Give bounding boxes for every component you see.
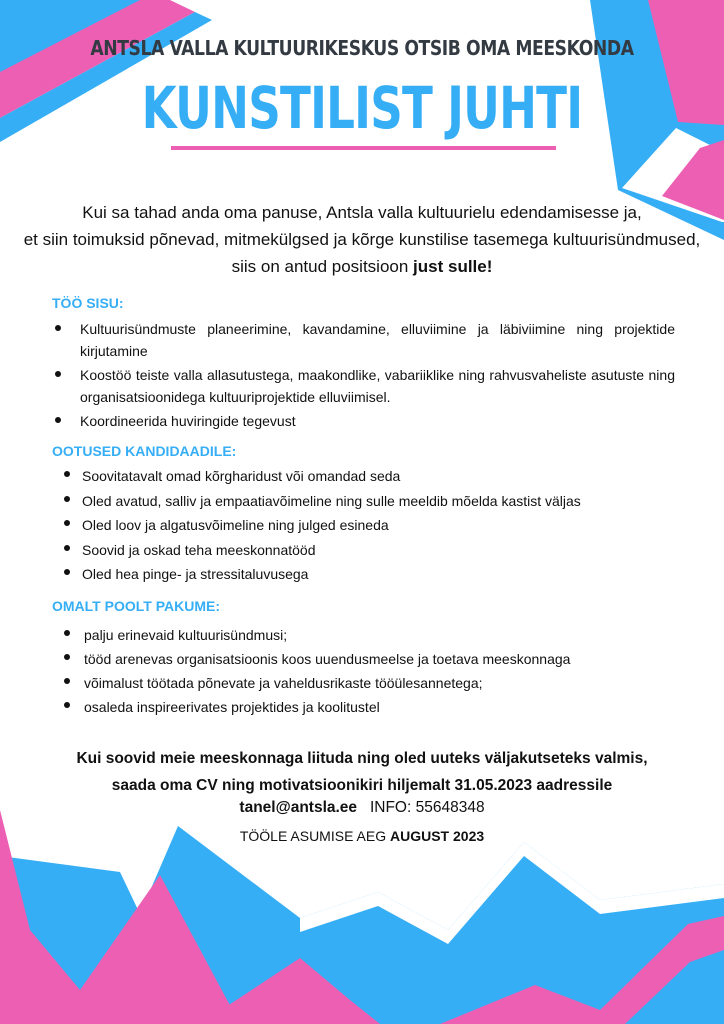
bullet-icon (64, 569, 70, 575)
bullet-icon (55, 325, 61, 331)
list-item (55, 318, 675, 362)
intro-line-start: siis on antud positsioon (231, 257, 414, 276)
list-item-text: Oled loov ja algatusvõimeline ning julged esineda (82, 517, 389, 533)
title-underline (171, 146, 556, 150)
start-date (0, 828, 724, 844)
bullet-icon (55, 417, 61, 423)
list-item-text: Oled hea pinge- ja stressitaluvusega (82, 566, 309, 582)
offer-list (64, 623, 664, 719)
list-item (64, 562, 664, 587)
list-item-text: võimalust töötada põnevate ja vaheldusrikaste tööülesannetega; (84, 675, 483, 691)
list-item-text: osaleda inspireerivates projektides ja koolitustel (84, 699, 380, 715)
info-phone: INFO: 55648348 (369, 799, 485, 816)
closing-line: Kui soovid meie meeskonnaga liituda ning oled uuteks väljakutseteks valmis, (76, 750, 648, 767)
page-subtitle: ANTSLA VALLA KULTUURIKESKUS OTSIB OMA MEESKONDA (90, 36, 634, 60)
bullet-icon (64, 545, 70, 551)
bullet-icon (64, 654, 70, 660)
bullet-icon (64, 496, 70, 502)
expectations-list (64, 464, 664, 587)
list-item (55, 410, 675, 432)
section-heading-offer: OMALT POOLT PAKUME: (52, 598, 220, 614)
start-date-value: AUGUST 2023 (390, 828, 485, 844)
email-link[interactable]: tanel@antsla.ee (239, 799, 358, 816)
job-content-list (55, 318, 675, 432)
list-item-text: Oled avatud, salliv ja empaatiavõimeline ning sulle meeldib mõelda kastist väljas (82, 492, 581, 509)
list-item-text: Soovitatavalt omad kõrgharidust või omandad seda (82, 468, 401, 484)
page-title: KUNSTILIST JUHTI (141, 74, 583, 142)
contact-line (0, 798, 724, 818)
intro-emphasis: just sulle! (413, 257, 493, 276)
list-item (64, 538, 664, 563)
list-item-text: Koordineerida huviringide tegevust (80, 413, 296, 429)
closing-line: saada oma CV ning motivatsioonikiri hiljemalt 31.05.2023 aadressile (111, 777, 613, 794)
list-item (64, 623, 664, 647)
list-item-text: Soovid ja oskad teha meeskonnatööd (82, 541, 316, 558)
list-item (55, 364, 675, 408)
list-item (64, 489, 664, 514)
list-item-text: Koostöö teiste valla allasutustega, maakondlike, vabariiklike ning rahvusvaheliste asutuste ning organisatsioonidega kultuuriprojektide elluviimisel. (80, 367, 675, 405)
list-item-text: palju erinevaid kultuurisündmusi; (84, 627, 288, 643)
list-item-text: Kultuurisündmuste planeerimine, kavandamine, elluviimine ja läbiviimine ning projektide kirjutamine (80, 321, 675, 359)
section-heading-job-content: TÖÖ SISU: (52, 295, 124, 311)
bullet-icon (64, 471, 70, 477)
list-item (64, 647, 664, 671)
list-item (64, 464, 664, 489)
bullet-icon (64, 678, 70, 684)
start-date-label: TÖÖLE ASUMISE AEG (239, 828, 390, 844)
list-item-text: tööd arenevas organisatsioonis koos uuendusmeelse ja toetava meeskonnaga (84, 651, 571, 667)
intro-line (0, 253, 724, 280)
intro-line: et siin toimuksid põnevad, mitmekülgsed ja kõrge kunstilise tasemega kultuurisündmused, (23, 230, 701, 249)
list-item (64, 513, 664, 538)
list-item (64, 671, 664, 695)
bullet-icon (64, 520, 70, 526)
intro-text (0, 199, 724, 280)
closing-text (0, 745, 724, 799)
list-item (64, 695, 664, 719)
bullet-icon (55, 371, 61, 377)
bullet-icon (64, 630, 70, 636)
intro-line: Kui sa tahad anda oma panuse, Antsla valla kultuurielu edendamisesse ja, (82, 203, 642, 222)
bullet-icon (64, 702, 70, 708)
section-heading-expectations: OOTUSED KANDIDAADILE: (52, 443, 237, 459)
